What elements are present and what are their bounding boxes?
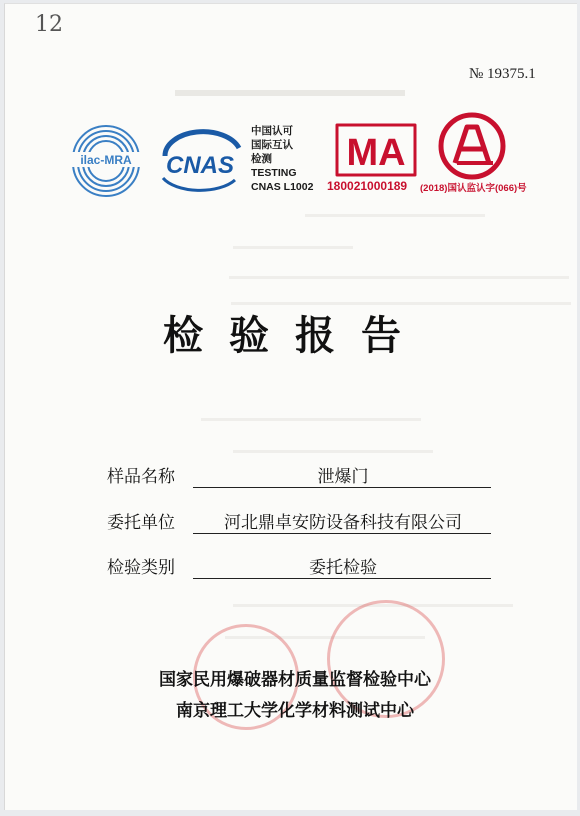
- field-value: 河北鼎卓安防设备科技有限公司: [224, 513, 462, 533]
- field-label: 检验类别: [107, 558, 175, 578]
- underline: [193, 533, 491, 534]
- bleed-through-text: [233, 440, 433, 453]
- ma-certificate-number: 180021000189: [327, 179, 408, 193]
- field-value: 泄爆门: [317, 467, 369, 487]
- field-label: 样品名称: [107, 467, 175, 487]
- cnas-line: 国际互认: [251, 139, 293, 151]
- bleed-through-text: [229, 266, 569, 279]
- field-label: 委托单位: [107, 513, 175, 533]
- cnas-logo: [155, 126, 245, 196]
- organization-name: 南京理工大学化学材料测试中心: [176, 701, 414, 721]
- ilac-mra-logo: [65, 119, 147, 201]
- svg-text:MA: MA: [346, 132, 406, 174]
- field-inspection-type: [5, 553, 580, 583]
- cnas-line: TESTING: [251, 167, 297, 179]
- underline: [193, 578, 491, 579]
- cnas-accreditation-text: [251, 124, 313, 194]
- ma-logo: [333, 119, 419, 181]
- bleed-through-text: [305, 204, 485, 217]
- cnas-line: 中国认可: [251, 125, 293, 137]
- handwritten-mark: 12: [35, 12, 63, 37]
- field-sample-name: [5, 462, 580, 492]
- bleed-through-text: [233, 236, 353, 249]
- cnas-line: 检测: [251, 153, 272, 165]
- svg-text:CNAS: CNAS: [165, 152, 235, 179]
- bleed-through-text: [201, 408, 421, 421]
- cal-logo: [437, 111, 507, 181]
- report-title: 检验报告: [163, 312, 427, 359]
- svg-text:ilac-MRA: ilac-MRA: [80, 153, 132, 167]
- organization-name: 国家民用爆破器材质量监督检验中心: [159, 670, 431, 690]
- ma-certificate-suffix: (2018)国认监认字(066)号: [420, 183, 527, 194]
- underline: [193, 487, 491, 488]
- field-value: 委托检验: [309, 558, 377, 578]
- serial-number: № 19375.1: [469, 66, 536, 82]
- field-client: [5, 508, 580, 538]
- cnas-line: CNAS L1002: [251, 181, 314, 193]
- report-cover-page: [4, 3, 577, 810]
- bleed-through-heading: [175, 76, 405, 96]
